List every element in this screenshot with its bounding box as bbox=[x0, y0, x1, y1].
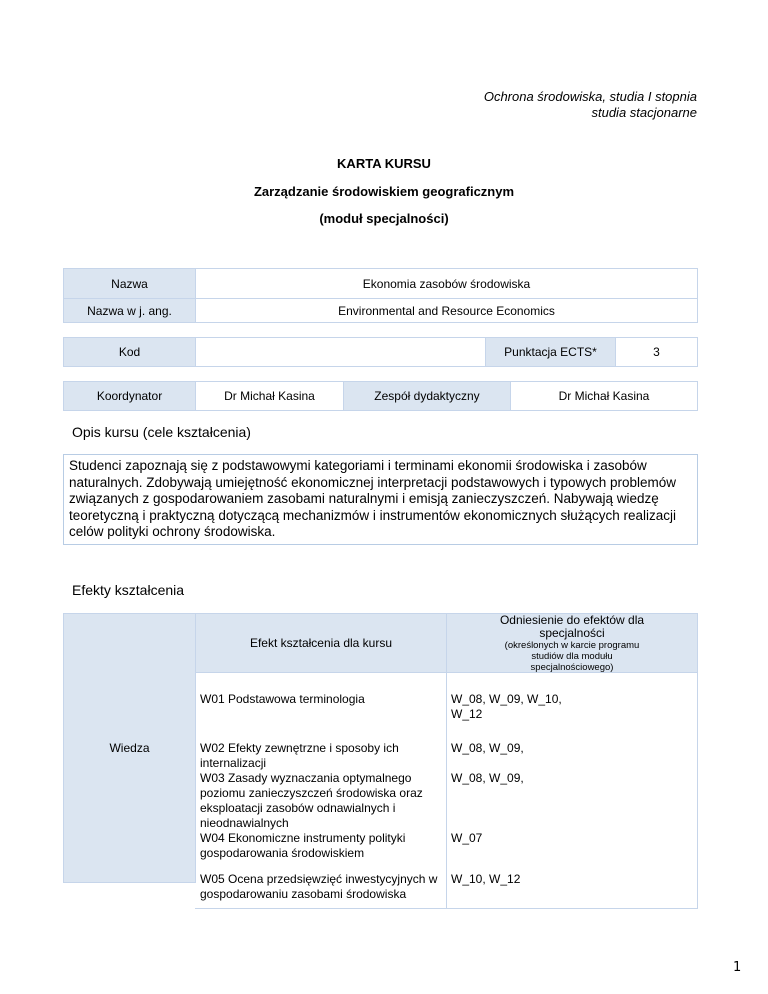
ects-label: Punktacja ECTS* bbox=[485, 337, 616, 367]
page-number: 1 bbox=[733, 960, 742, 975]
doc-title: KARTA KURSU bbox=[337, 156, 431, 171]
kod-value bbox=[195, 337, 486, 367]
col-ref-header bbox=[446, 613, 698, 673]
efekty-heading: Efekty kształcenia bbox=[72, 582, 185, 598]
opis-text: Studenci zapoznają się z podstawowymi kategoriami i terminami ekonomii środowiska i zasobów naturalnych. Zdobywają umiejętność ekonomicznej interpretacji podstawowych i typowych problemów związanych z gospodarowaniem zasobami naturalnymi i emisją zanieczyszczeń. Nabywają wiedzę teoretyczną i praktyczną dotyczącą mechanizmów i instrumentów ekonomicznych służących realizacji celów polityki ochrony środowiska. bbox=[63, 454, 698, 545]
effect-w05: W05 Ocena przedsięwzięć inwestycyjnych w gospodarowaniu zasobami środowiska bbox=[200, 872, 438, 901]
zespol-label: Zespół dydaktyczny bbox=[343, 381, 511, 411]
col-ref-title: Odniesienie do efektów dla specjalności bbox=[499, 612, 645, 640]
col-ref-note: (określonych w karcie programu studiów dla modułu specjalnościowego) bbox=[504, 639, 640, 673]
zespol-value: Dr Michał Kasina bbox=[510, 381, 698, 411]
effect-w03: W03 Zasady wyznaczania optymalnego poziomu zanieczyszczeń środowiska oraz eksploatacji zasobów odnawialnych i nieodnawialnych bbox=[200, 771, 423, 830]
effect-row bbox=[195, 771, 697, 831]
ref-w03: W_08, W_09, bbox=[451, 771, 524, 785]
doc-subtitle: Zarządzanie środowiskiem geograficznym bbox=[253, 184, 515, 199]
effect-row bbox=[195, 741, 697, 771]
ref-w04: W_07 bbox=[451, 831, 483, 845]
effect-row bbox=[195, 872, 697, 908]
ref-w01: W_08, W_09, W_10, W_12 bbox=[451, 692, 562, 721]
effect-w01: W01 Podstawowa terminologia bbox=[200, 692, 365, 706]
koordynator-label: Koordynator bbox=[63, 381, 196, 411]
ref-w02: W_08, W_09, bbox=[451, 741, 524, 755]
ects-value: 3 bbox=[615, 337, 698, 367]
program-title: Ochrona środowiska, studia I stopnia bbox=[483, 89, 697, 104]
doc-module: (moduł specjalności) bbox=[319, 211, 449, 226]
nazwa-value: Ekonomia zasobów środowiska bbox=[195, 268, 698, 299]
ref-w05: W_10, W_12 bbox=[451, 872, 521, 886]
koordynator-value: Dr Michał Kasina bbox=[195, 381, 344, 411]
category-wiedza: Wiedza bbox=[63, 613, 196, 883]
col-effect-header: Efekt kształcenia dla kursu bbox=[195, 613, 447, 673]
effect-w02: W02 Efekty zewnętrzne i sposoby ich internalizacji bbox=[200, 741, 399, 770]
effect-w04: W04 Ekonomiczne instrumenty polityki gospodarowania środowiskiem bbox=[200, 831, 406, 860]
ang-value: Environmental and Resource Economics bbox=[195, 298, 698, 323]
study-mode: studia stacjonarne bbox=[591, 105, 697, 120]
opis-heading: Opis kursu (cele kształcenia) bbox=[72, 424, 251, 440]
effects-body bbox=[195, 672, 698, 909]
nazwa-label: Nazwa bbox=[63, 268, 196, 299]
ang-label: Nazwa w j. ang. bbox=[63, 298, 196, 323]
effect-row bbox=[195, 831, 697, 872]
effect-row bbox=[195, 692, 697, 741]
kod-label: Kod bbox=[63, 337, 196, 367]
